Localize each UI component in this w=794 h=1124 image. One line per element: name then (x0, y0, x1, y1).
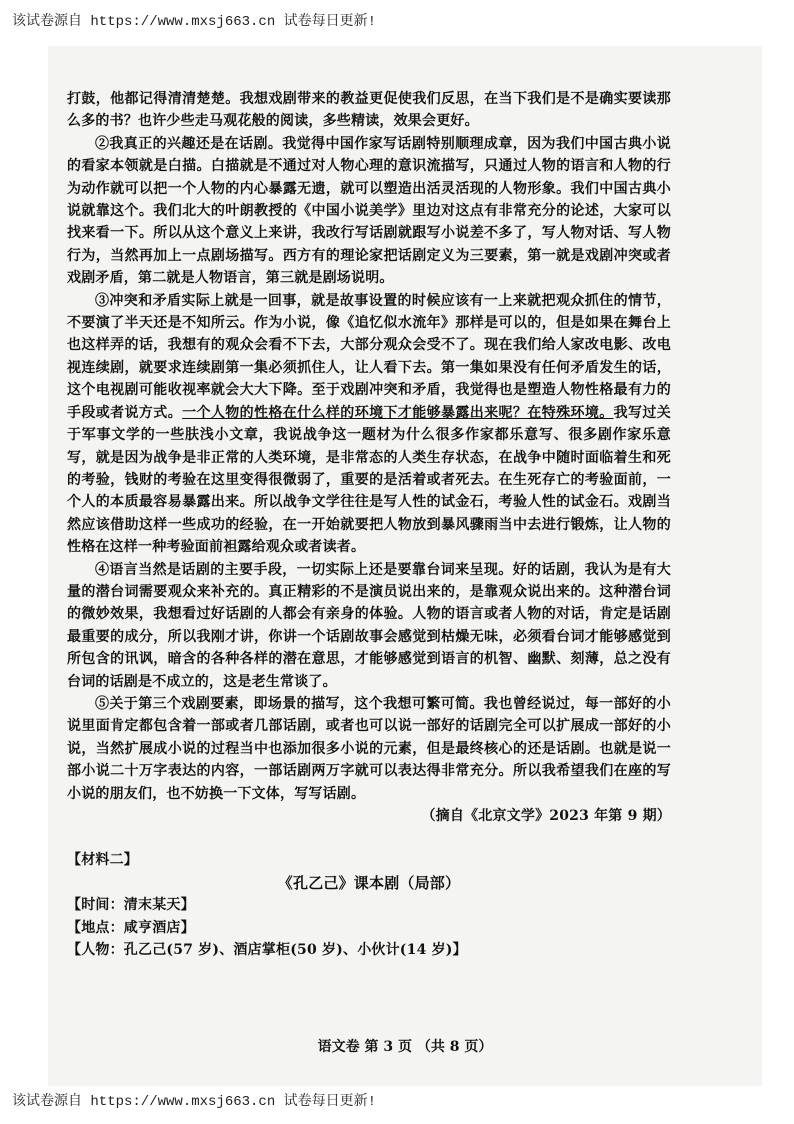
underlined-sentence: 一个人物的性格在什么样的环境下才能够暴露出来呢？在特殊环境。 (182, 404, 614, 421)
source-banner-top: 该试卷源自 https://www.mxsj663.cn 试卷每日更新! (12, 14, 377, 30)
source-citation: （摘自《北京文学》2023 年第 9 期） (421, 808, 671, 824)
source-banner-bottom: 该试卷源自 https://www.mxsj663.cn 试卷每日更新! (12, 1094, 377, 1110)
paragraph-3-part-b: 我写过关于军事文学的一些肤浅小文章，我说战争这一题材为什么很多作家都乐意写、很多剧作家乐意写，就是因为战争是非正常的人类环境，是非常态的人类生存状态，在战争中随时面临着生和死的考验，钱财的考验在这里变得很微弱了，重要的是活着或者死去。在生死存亡的考验面前，一个人的本质最容易暴露出来。所以战争文学往往是写人性的试金石，考验人性的试金石。戏剧当然应该借助这样一些成功的经验，在一开始就要把人物放到暴风骤雨当中去进行锻炼，让人物的性格在这样一种考验面前袒露给观众或者读者。 (67, 404, 671, 556)
paragraph-1: 打鼓，他都记得清清楚楚。我想戏剧带来的教益更促使我们反思，在当下我们是不是确实要读那么多的书？也许少些走马观花般的阅读，多些精读，效果会更好。 (67, 91, 671, 130)
material-2-heading: 【材料二】 (67, 852, 138, 869)
stage-time: 【时间：清末某天】 (67, 897, 195, 914)
exam-page (48, 46, 762, 1086)
stage-place: 【地点：咸亨酒店】 (67, 919, 195, 936)
paragraph-5: ⑤关于第三个戏剧要素，即场景的描写，这个我想可繁可简。我也曾经说过，每一部好的小说里面肯定都包含着一部或者几部话剧，或者也可以说一部好的话剧完全可以扩展成一部好的小说，当然扩展成小说的过程当中也添加很多小说的元素，但是最终核心的还是话剧。也就是说一部小说二十万字表达的内容，一部话剧两万字就可以表达得非常充分。所以我希望我们在座的写小说的朋友们，也不妨换一下文体，写写话剧。 (67, 695, 671, 802)
paragraph-3-part-a: ③冲突和矛盾实际上就是一回事，就是故事设置的时候应该有一上来就把观众抓住的情节，不要演了半天还是不知所云。作为小说，像《追忆似水流年》那样是可以的，但是如果在舞台上也这样弄的话，我想有的观众会看不下去，大部分观众会受不了。现在我们给人家改电影、改电视连续剧，就要求连续剧第一集必须抓住人，让人看下去。第一集如果没有任何矛盾发生的话，这个电视剧可能收视率就会大大下降。至于戏剧冲突和矛盾，我觉得也是塑造人物性格最有力的手段或者说方式。 (67, 292, 671, 421)
paragraph-4: ④语言当然是话剧的主要手段，一切实际上还是要靠台词来呈现。好的话剧，我认为是有大量的潜台词需要观众来补充的。真正精彩的不是演员说出来的，是靠观众说出来的。这种潜台词的微妙效果，我想看过好话剧的人都会有亲身的体验。人物的语言或者人物的对话，肯定是话剧最重要的成分，所以我刚才讲，你讲一个话剧故事会感觉到枯燥无味，必须看台词才能够感觉到所包含的讯讽，暗含的各种各样的潜在意思，才能够感觉到语言的机智、幽默、刻薄，总之没有台词的话剧是不成立的，这是老生常谈了。 (67, 561, 671, 690)
paragraph-3 (67, 290, 671, 559)
stage-characters: 【人物：孔乙己(57 岁)、酒店掌柜(50 岁)、小伙计(14 岁)】 (67, 942, 467, 959)
page-footer: 语文卷 第 3 页 （共 8 页） (317, 1039, 493, 1055)
page-content (67, 88, 671, 961)
paragraph-2: ②我真正的兴趣还是在话剧。我觉得中国作家写话剧特别顺理成章，因为我们中国古典小说的看家本领就是白描。白描就是不通过对人物心理的意识流描写，只通过人物的语言和人物的行为动作就可以把一个人物的内心暴露无遗，就可以塑造出活灵活现的人物形象。我们中国古典小说就靠这个。我们北大的叶朗教授的《中国小说美学》里边对这点有非常充分的论述，大家可以找来看一下。所以从这个意义上来讲，我改行写话剧就跟写小说差不多了，写人物对话、写人物行为，当然再加上一点剧场描写。西方有的理论家把话剧定义为三要素，第一就是戏剧冲突或者戏剧矛盾，第二就是人物语言，第三就是剧场说明。 (67, 135, 671, 287)
play-title: 《孔乙己》课本剧（局部） (277, 873, 461, 892)
